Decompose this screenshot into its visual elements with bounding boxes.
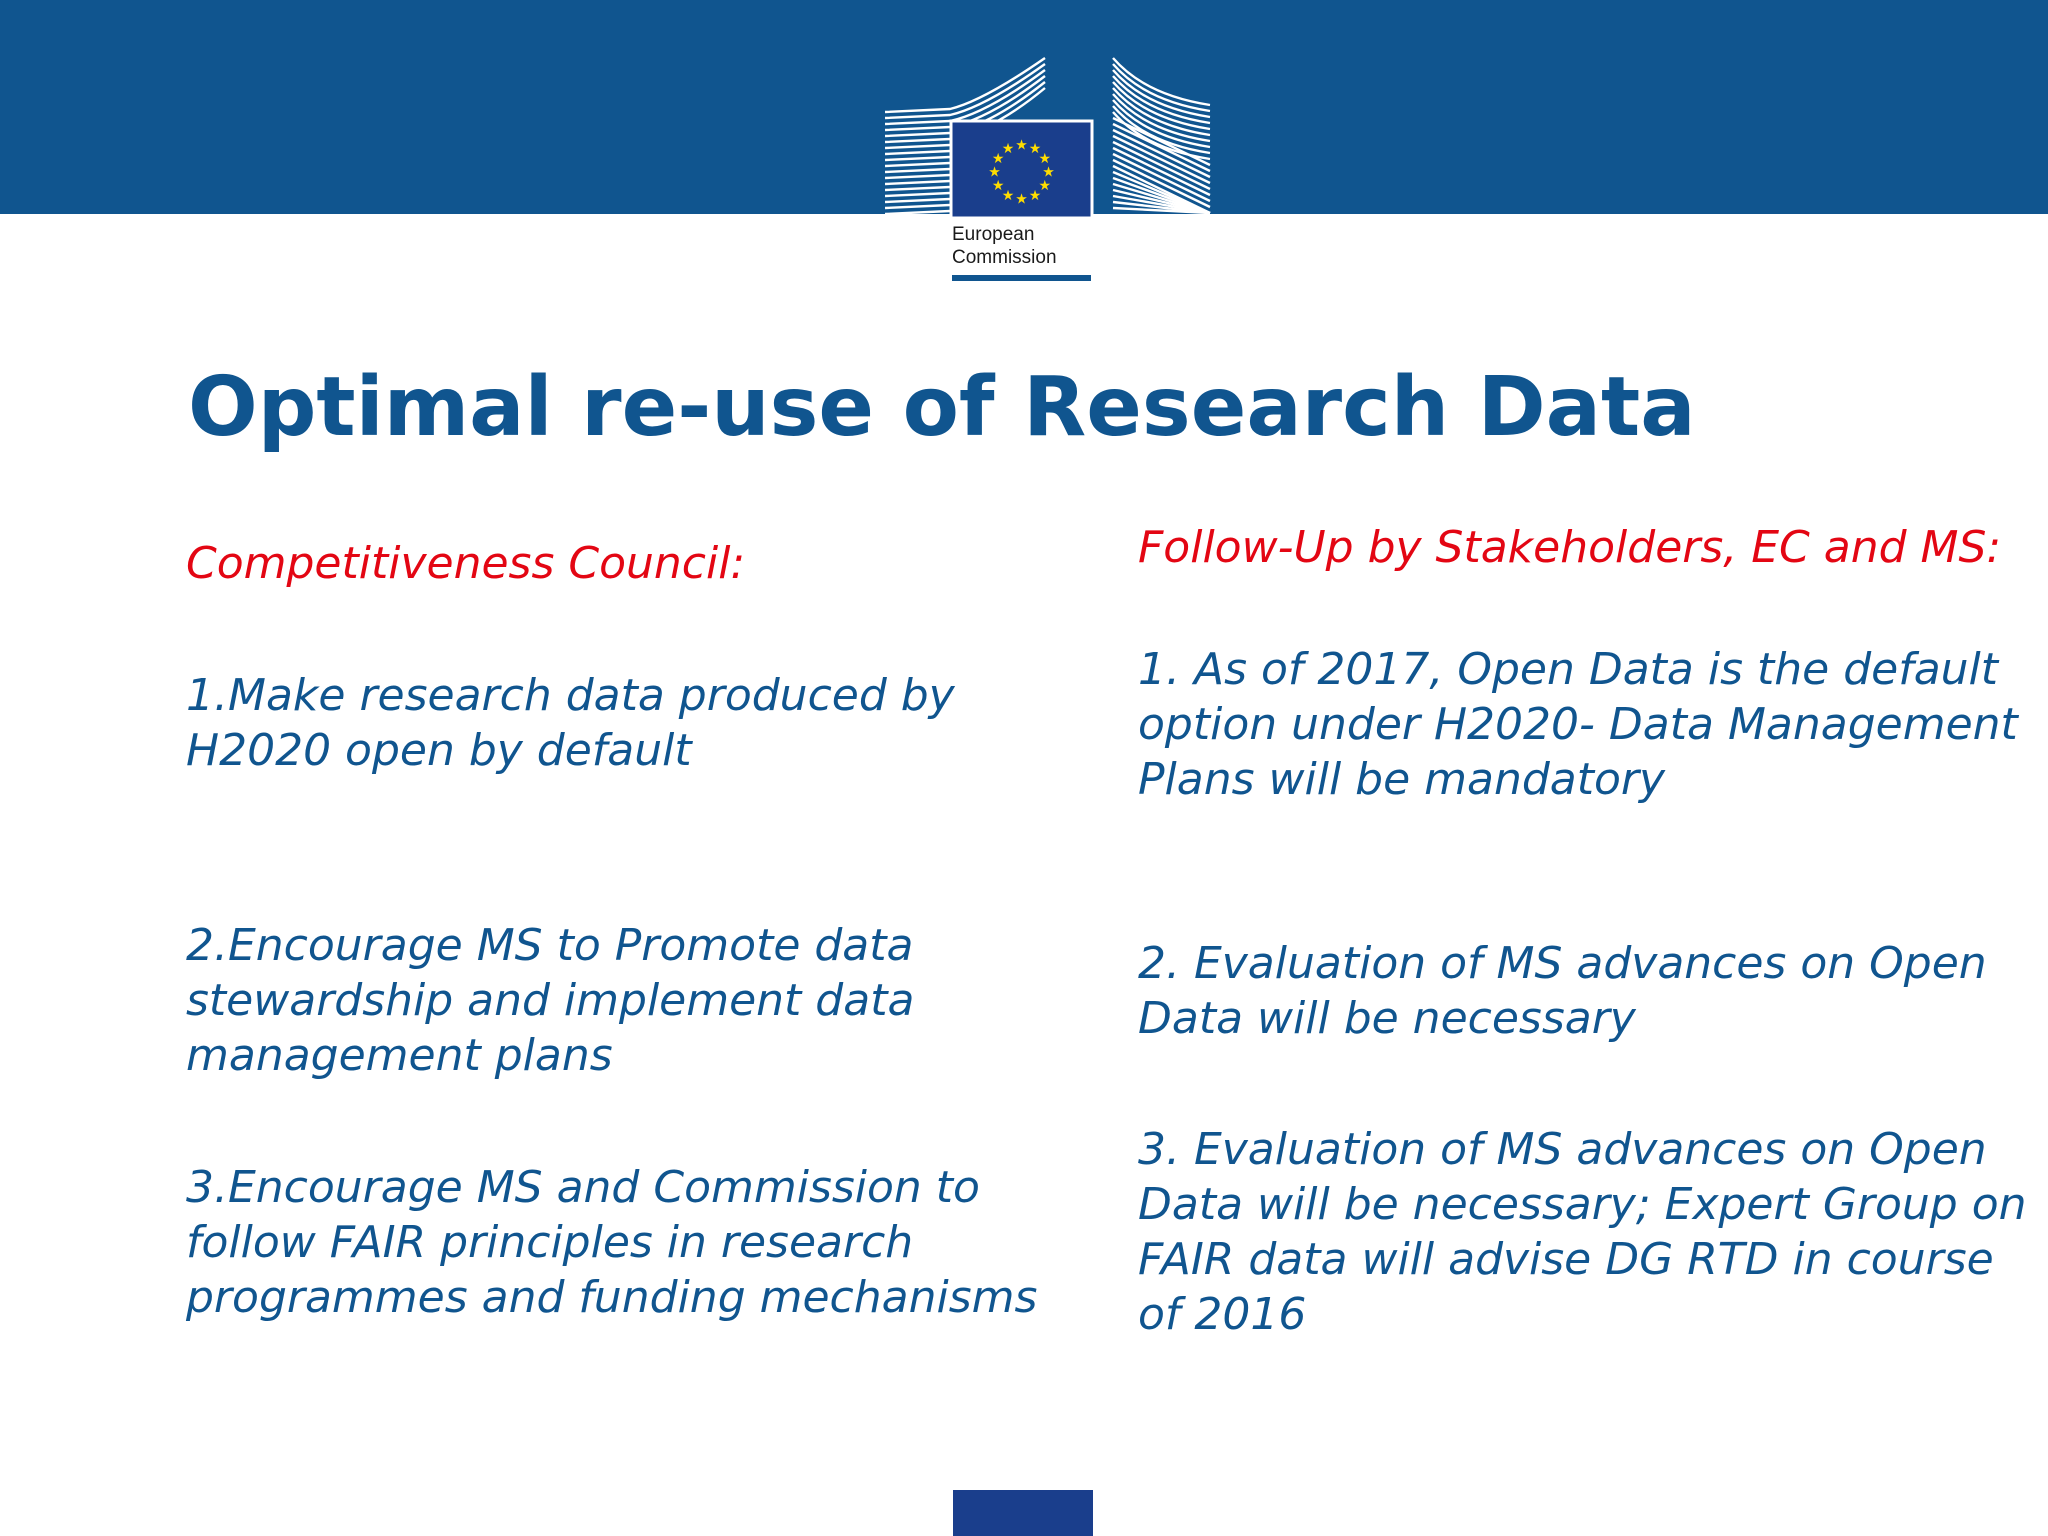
- svg-text:★: ★: [1015, 191, 1028, 208]
- svg-text:★: ★: [1001, 188, 1015, 204]
- european-commission-logo: [885, 55, 1215, 285]
- svg-text:★: ★: [991, 178, 1005, 195]
- eu-flag-icon: [951, 121, 1092, 218]
- right-item-3: 3. Evaluation of MS advances on Open Data will be necessary; Expert Group on FAIR data will advise DG RTD in course of 2016: [1138, 1124, 2027, 1340]
- svg-text:★: ★: [991, 150, 1005, 167]
- left-item-1: 1.Make research data produced by H2020 open by default: [186, 670, 955, 776]
- svg-text:★: ★: [1028, 188, 1042, 204]
- logo-text-line2: Commission: [952, 247, 1057, 268]
- right-column-heading: Follow-Up by Stakeholders, EC and MS:: [1138, 522, 2002, 573]
- svg-text:★: ★: [1038, 150, 1052, 167]
- svg-text:★: ★: [1015, 137, 1028, 154]
- svg-text:★: ★: [1042, 164, 1055, 181]
- svg-text:★: ★: [1038, 178, 1052, 195]
- left-item-2: 2.Encourage MS to Promote data stewardship and implement data management plans: [186, 920, 915, 1081]
- logo-wordmark: [952, 223, 1057, 269]
- footer-flag-block: [953, 1490, 1093, 1536]
- svg-text:★: ★: [988, 164, 1001, 181]
- left-column-heading: Competitiveness Council:: [186, 538, 746, 589]
- logo-underline: [952, 275, 1091, 281]
- berlaymont-building-icon: [885, 55, 1215, 225]
- left-item-3: 3.Encourage MS and Commission to follow FAIR principles in research programmes and funding mechanisms: [186, 1162, 1038, 1323]
- right-item-2: 2. Evaluation of MS advances on Open Data will be necessary: [1138, 938, 1987, 1044]
- right-item-1: 1. As of 2017, Open Data is the default option under H2020- Data Management Plans will be mandatory: [1138, 644, 2018, 805]
- svg-text:★: ★: [1028, 141, 1042, 157]
- svg-text:★: ★: [1001, 141, 1015, 157]
- slide-title: Optimal re-use of Research Data: [188, 360, 1696, 455]
- logo-text-line1: European: [952, 224, 1035, 245]
